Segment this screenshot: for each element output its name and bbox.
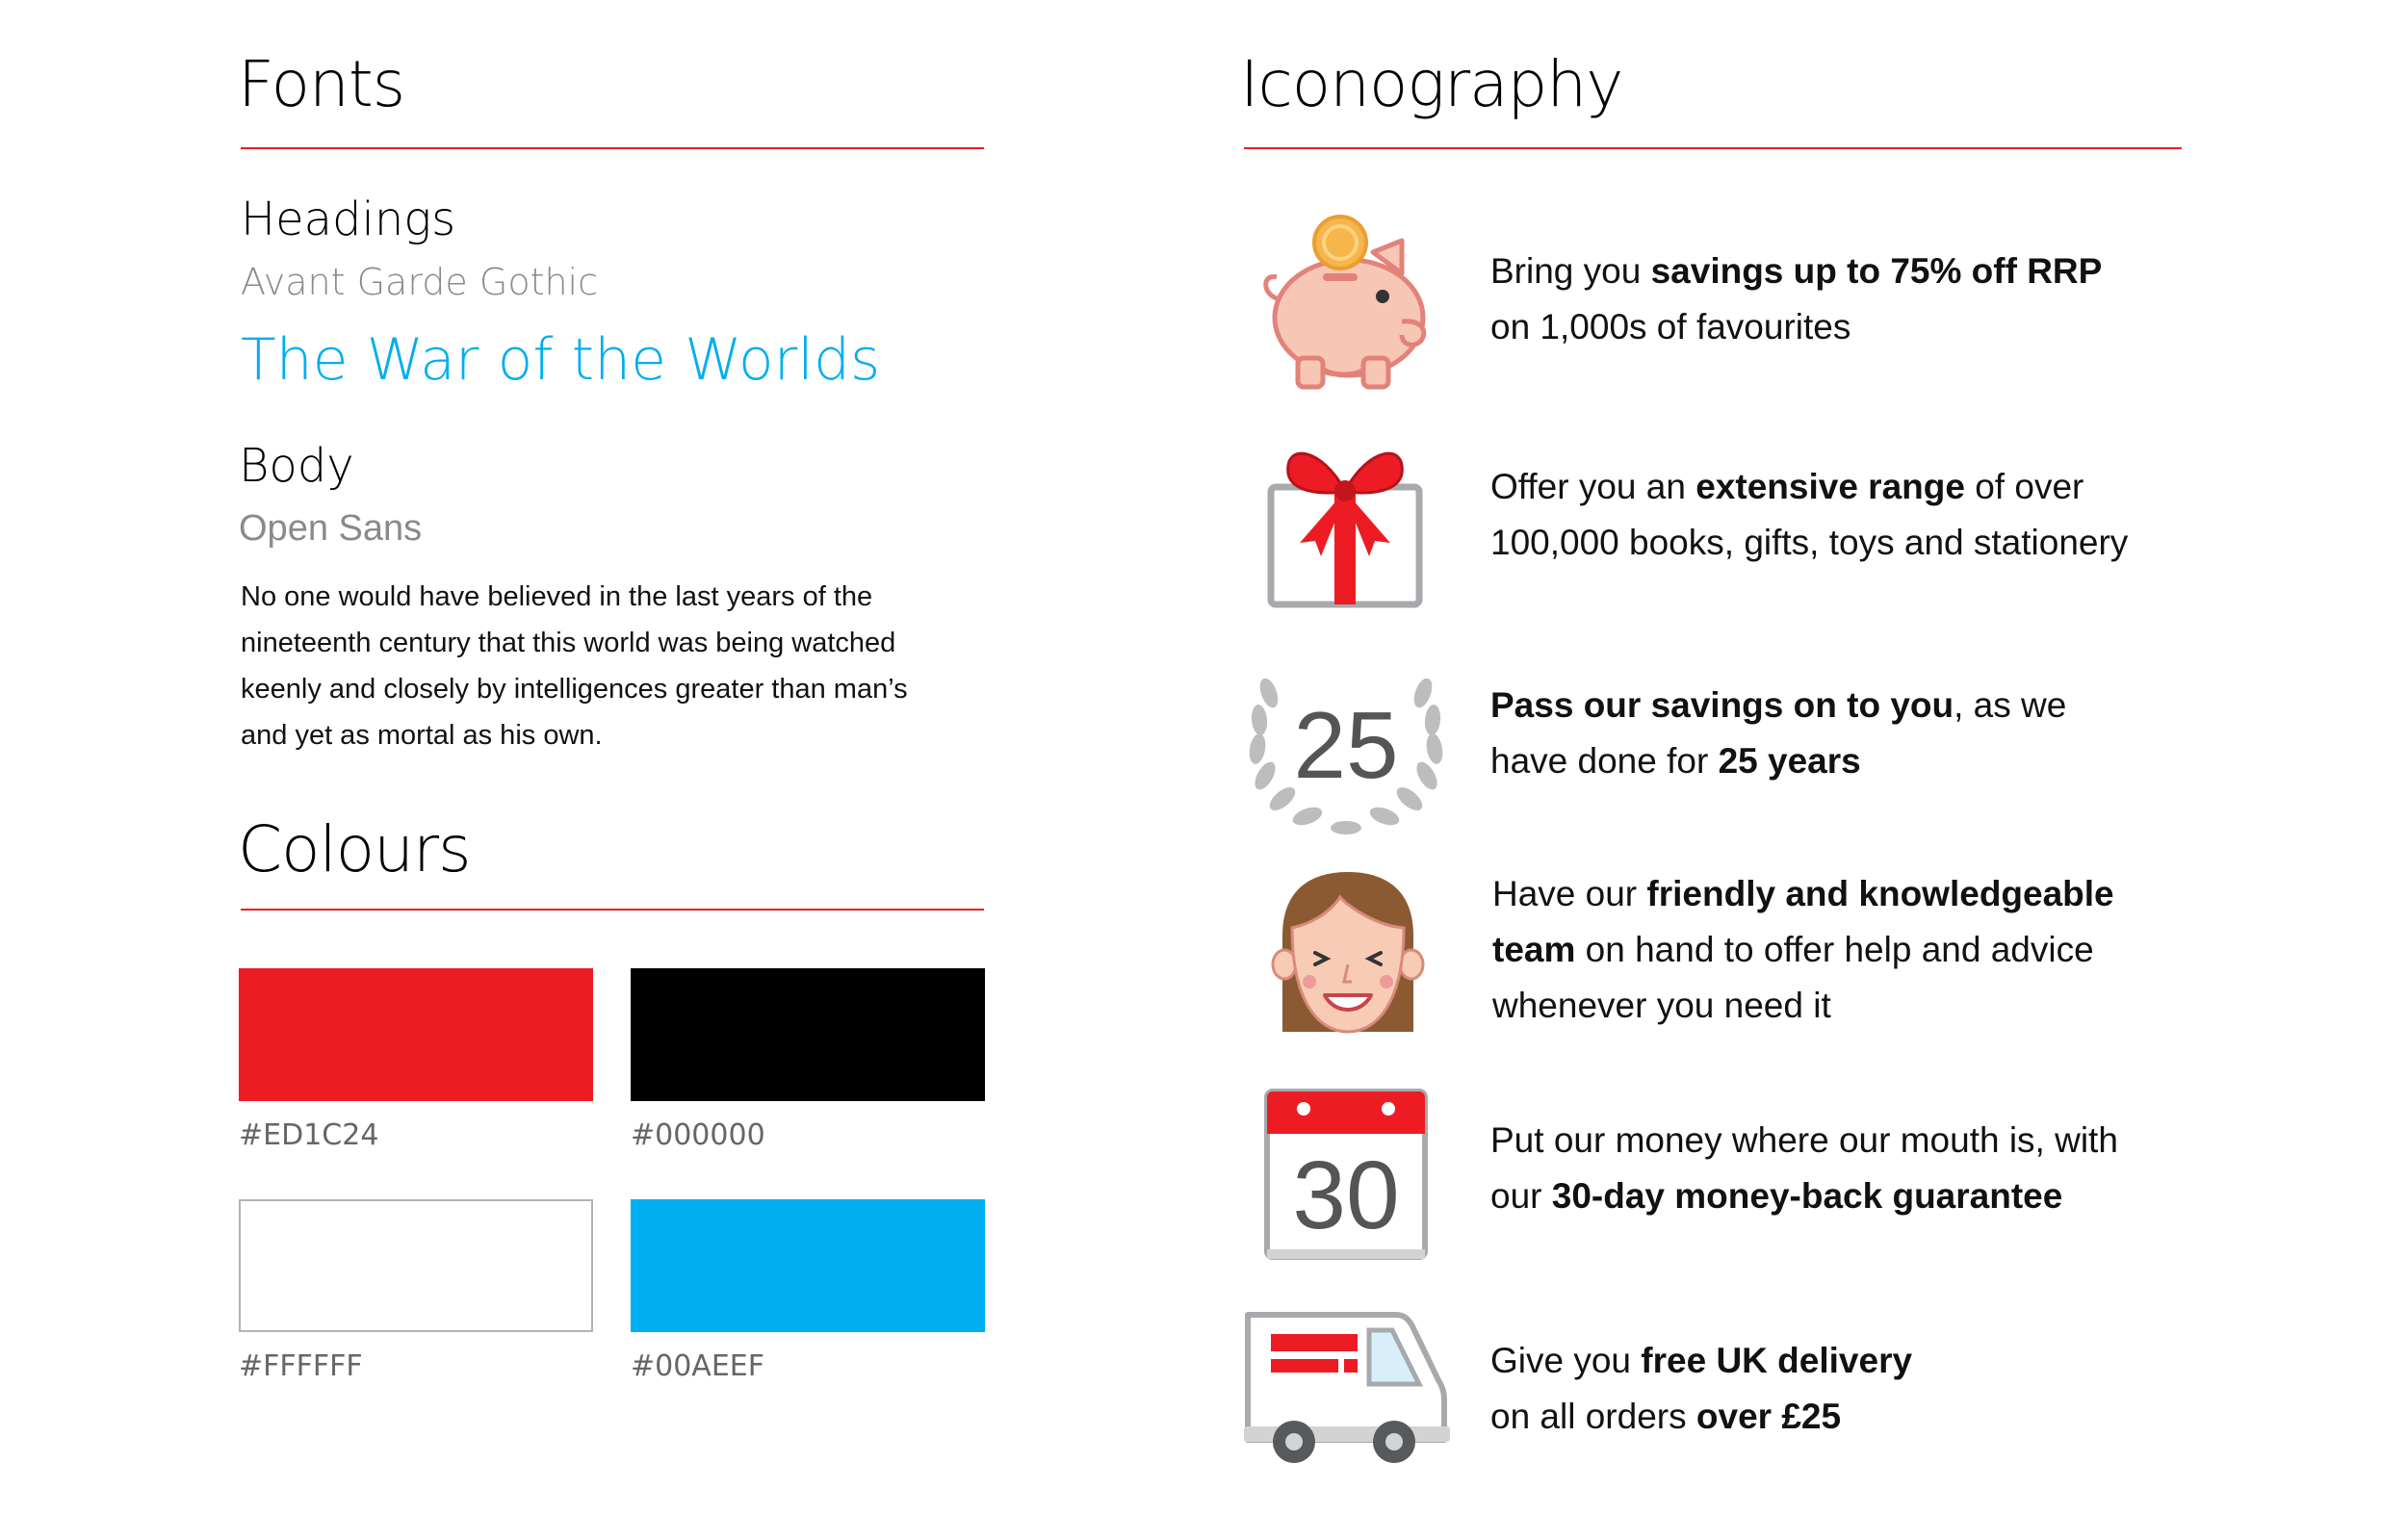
swatch-black-label: #000000 bbox=[631, 1118, 765, 1152]
piggy-bank-icon bbox=[1257, 214, 1440, 397]
fonts-title: Fonts bbox=[238, 47, 405, 121]
calendar-30-icon bbox=[1263, 1088, 1429, 1261]
swatch-red bbox=[239, 968, 593, 1101]
gift-icon bbox=[1263, 437, 1427, 610]
calendar-badge-number: 30 bbox=[1292, 1142, 1400, 1249]
smiling-woman-icon bbox=[1271, 868, 1425, 1034]
feature-savings: Bring you savings up to 75% off RRP on 1,000s of favourites bbox=[1490, 251, 2103, 346]
laurel-25-icon bbox=[1242, 654, 1450, 837]
body-font-name: Open Sans bbox=[239, 508, 423, 549]
feature-team: Have our friendly and knowledgeable team on hand to offer help and advice whenever you need it bbox=[1492, 874, 2114, 1025]
feature-years: Pass our savings on to you, as we have done for 25 years bbox=[1490, 685, 2067, 781]
headings-font-name: Avant Garde Gothic bbox=[241, 261, 599, 303]
feature-guarantee: Put our money where our mouth is, with our 30-day money-back guarantee bbox=[1490, 1120, 2118, 1216]
laurel-badge-number: 25 bbox=[1293, 692, 1399, 798]
swatch-white-label: #FFFFFF bbox=[239, 1349, 363, 1383]
body-sample: No one would have believed in the last years of the nineteenth century that this world was being watched keenly and closely by intelligences greater than man’s and yet as mortal as his own. bbox=[241, 581, 908, 751]
delivery-van-icon bbox=[1242, 1305, 1452, 1467]
headings-sample: The War of the Worlds bbox=[241, 326, 881, 394]
colours-title: Colours bbox=[238, 812, 471, 886]
feature-delivery: Give you free UK delivery on all orders over £25 bbox=[1490, 1341, 1913, 1436]
swatch-black bbox=[631, 968, 985, 1101]
swatch-white bbox=[239, 1199, 593, 1332]
swatch-blue-label: #00AEEF bbox=[631, 1349, 764, 1383]
swatch-blue bbox=[631, 1199, 985, 1332]
fonts-divider bbox=[241, 147, 984, 149]
feature-range: Offer you an extensive range of over 100,000 books, gifts, toys and stationery bbox=[1490, 467, 2129, 562]
colours-divider bbox=[241, 909, 984, 911]
swatch-red-label: #ED1C24 bbox=[239, 1118, 379, 1152]
headings-label: Headings bbox=[241, 192, 456, 246]
iconography-title: Iconography bbox=[1240, 47, 1623, 121]
body-label: Body bbox=[239, 439, 354, 493]
iconography-divider bbox=[1244, 147, 2182, 149]
